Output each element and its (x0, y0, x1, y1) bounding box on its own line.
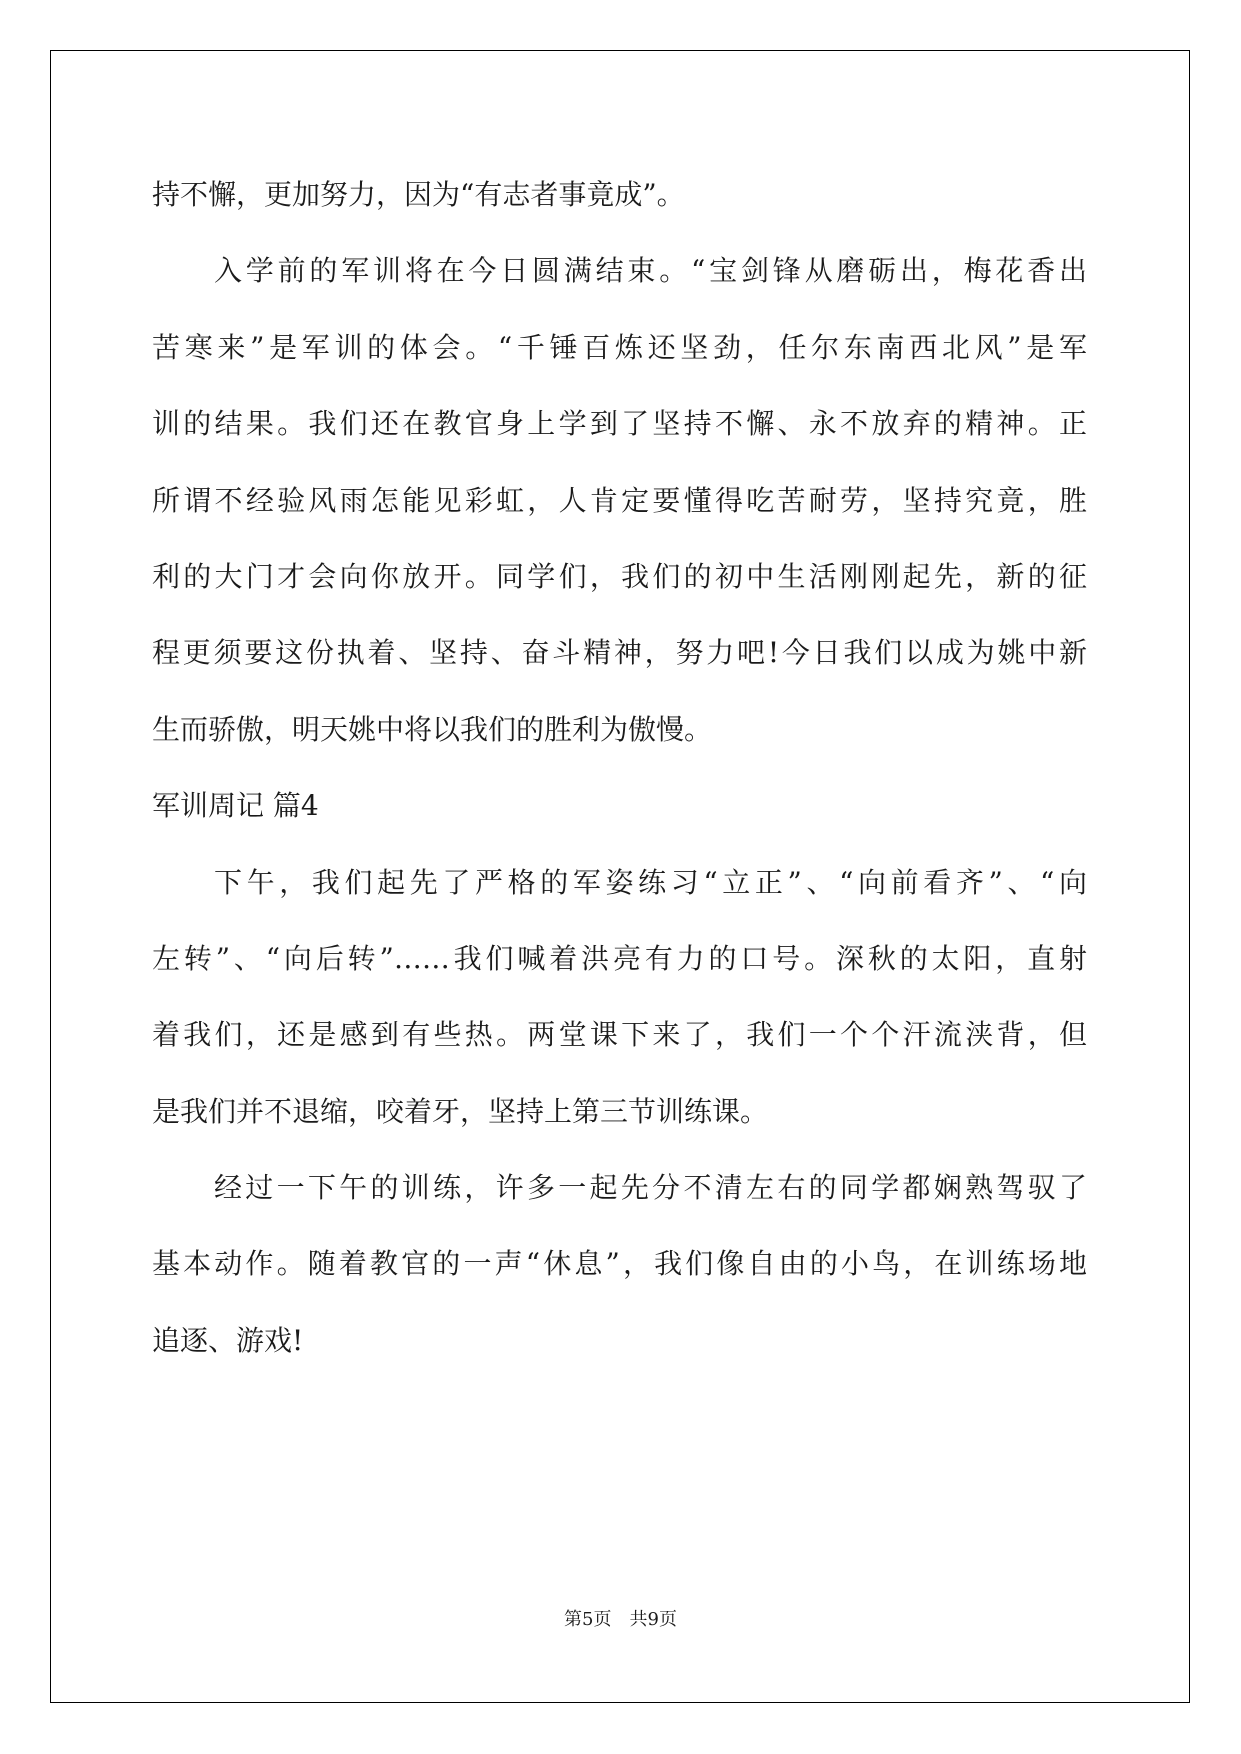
page-number: 第5页 共9页 (564, 1609, 677, 1630)
paragraph-line: 经过一下午的训练，许多一起先分不清左右的同学都娴熟驾驭了 (214, 1171, 1087, 1205)
paragraph-line: 生而骄傲，明天姚中将以我们的胜利为傲慢。 (152, 712, 713, 746)
paragraph-line: 追逐、游戏! (152, 1323, 304, 1357)
paragraph-line: 利的大门才会向你放开。同学们，我们的初中生活刚刚起先，新的征 (152, 559, 1087, 593)
paragraph-line: 程更须要这份执着、坚持、奋斗精神，努力吧!今日我们以成为姚中新 (152, 636, 1087, 670)
document-body (152, 157, 1087, 1379)
paragraph-line: 基本动作。随着教官的一声“休息”，我们像自由的小鸟，在训练场地 (152, 1247, 1087, 1281)
paragraph-line: 苦寒来”是军训的体会。“千锤百炼还坚劲，任尔东南西北风”是军 (152, 330, 1087, 364)
paragraph-line: 左转”、“向后转”……我们喊着洪亮有力的口号。深秋的太阳，直射 (152, 941, 1087, 975)
paragraph-line: 是我们并不退缩，咬着牙，坚持上第三节训练课。 (152, 1094, 769, 1128)
paragraph-line: 持不懈，更加努力，因为“有志者事竟成”。 (152, 178, 685, 211)
paragraph-line: 入学前的军训将在今日圆满结束。“宝剑锋从磨砺出，梅花香出 (214, 254, 1087, 288)
paragraph-line: 所谓不经验风雨怎能见彩虹，人肯定要懂得吃苦耐劳，坚持究竟，胜 (152, 483, 1087, 517)
section-heading: 军训周记 篇4 (152, 789, 319, 823)
paragraph-line: 训的结果。我们还在教官身上学到了坚持不懈、永不放弃的精神。正 (152, 407, 1087, 441)
paragraph-line: 下午，我们起先了严格的军姿练习“立正”、“向前看齐”、“向 (214, 865, 1087, 899)
paragraph-line: 着我们，还是感到有些热。两堂课下来了，我们一个个汗流浃背，但 (152, 1018, 1087, 1052)
